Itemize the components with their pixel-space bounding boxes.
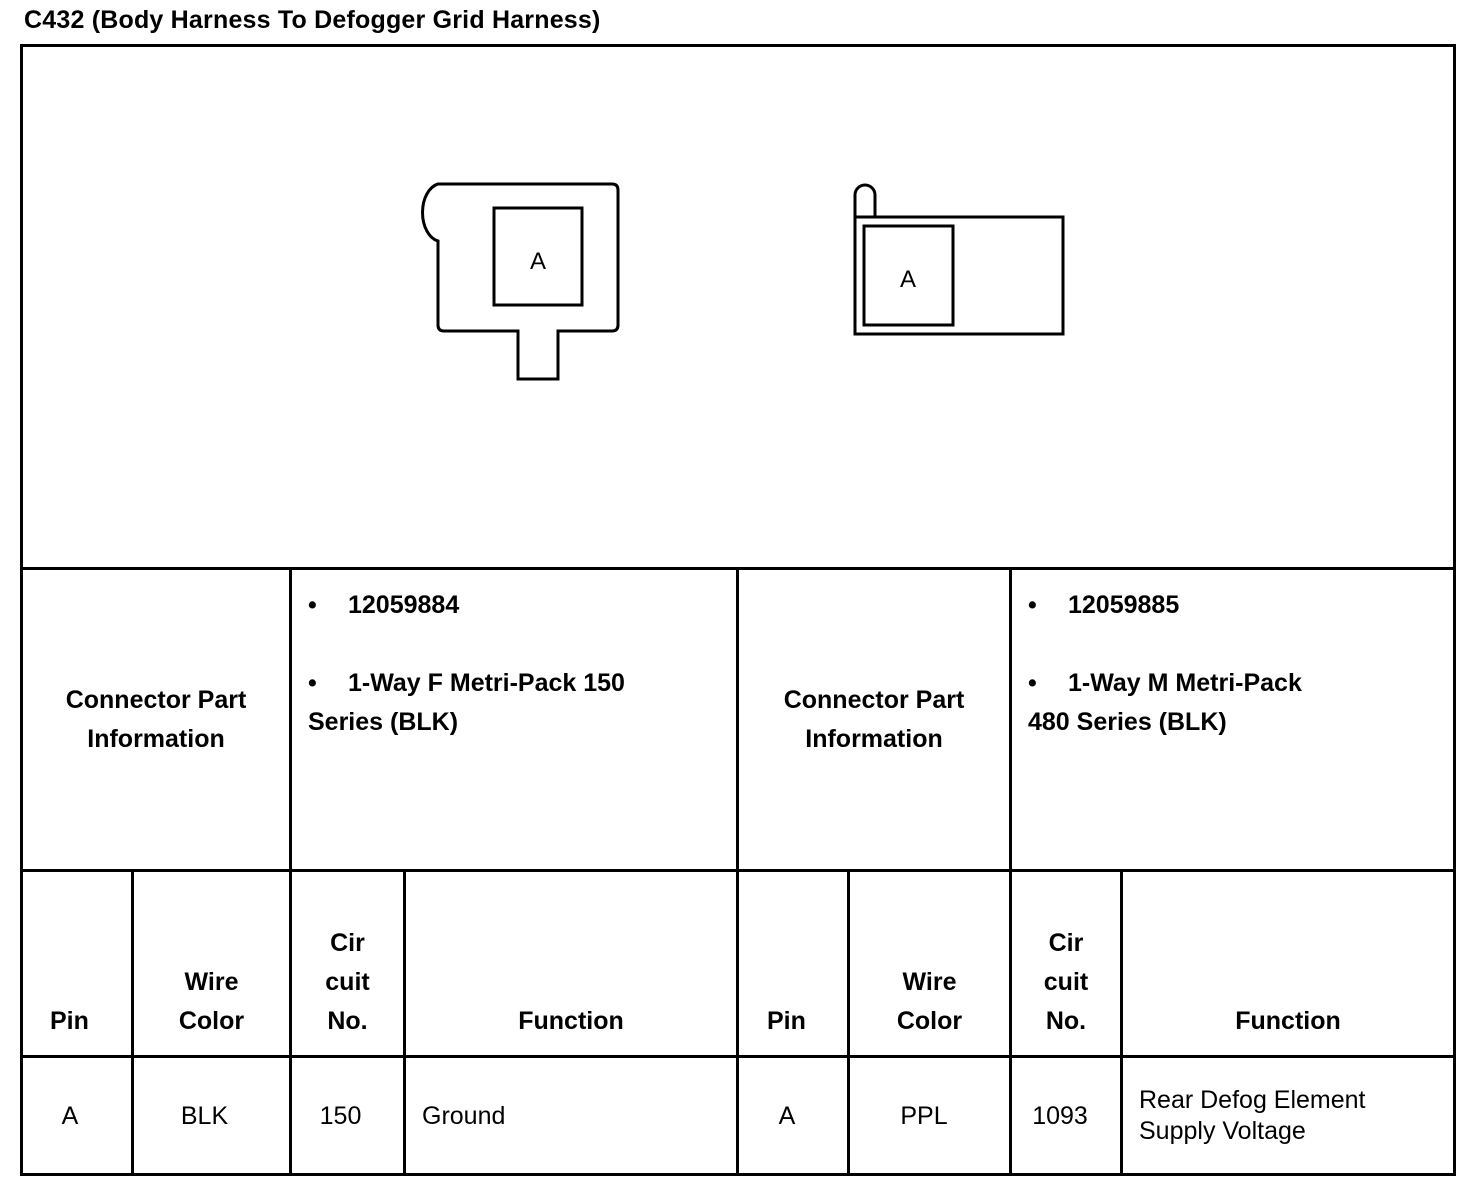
connector-diagram-area xyxy=(23,47,1453,570)
header-pin-right: Pin xyxy=(767,1007,806,1035)
bullet-icon: • xyxy=(1028,591,1037,619)
cell-pin-right: A xyxy=(778,1101,796,1130)
bullet-icon: • xyxy=(1028,669,1037,697)
part-number: 12059884 xyxy=(348,591,460,619)
female-connector-face xyxy=(423,184,618,379)
cell-circuit-left: 150 xyxy=(319,1101,362,1130)
header-wire-color-left: Wire Color xyxy=(178,968,245,1035)
connector-info-label-right xyxy=(739,570,1009,869)
info-label-line: Connector Part xyxy=(783,685,965,714)
header-circuit-right: Cir cuit No. xyxy=(1043,929,1089,1035)
page-title: C432 (Body Harness To Defogger Grid Harness) xyxy=(24,6,601,34)
connector-description: 1-Way F Metri-Pack 150 xyxy=(348,669,625,697)
info-label-line: Information xyxy=(805,724,943,753)
male-connector-face xyxy=(855,185,1063,334)
connector-drawings xyxy=(23,47,1453,570)
header-pin-left: Pin xyxy=(50,1007,89,1035)
connector-table xyxy=(20,44,1456,1176)
info-label-line: Information xyxy=(87,724,225,753)
cell-function-right: Rear Defog Element Supply Voltage xyxy=(1139,1085,1366,1145)
female-cavity-label: A xyxy=(529,248,547,275)
connector-description-cont: Series (BLK) xyxy=(308,708,459,736)
info-label-line: Connector Part xyxy=(65,685,247,714)
male-cavity-label: A xyxy=(899,266,917,293)
connector-info-label-left xyxy=(23,570,289,869)
cell-circuit-right: 1093 xyxy=(1032,1101,1088,1130)
header-wire-color-right: Wire Color xyxy=(896,968,963,1035)
cell-pin-left: A xyxy=(61,1101,79,1130)
header-function-left: Function xyxy=(518,1007,624,1035)
connector-info-details-right xyxy=(1012,570,1453,869)
connector-description-cont: 480 Series (BLK) xyxy=(1028,708,1227,736)
bullet-icon: • xyxy=(308,669,317,697)
header-circuit-left: Cir cuit No. xyxy=(325,929,370,1035)
bullet-icon: • xyxy=(308,591,317,619)
header-function-right: Function xyxy=(1235,1007,1341,1035)
cell-wire-color-right: PPL xyxy=(900,1101,948,1130)
connector-info-details-left xyxy=(292,570,736,869)
cell-wire-color-left: BLK xyxy=(180,1101,229,1130)
cell-function-left: Ground xyxy=(422,1101,506,1130)
part-number: 12059885 xyxy=(1068,591,1180,619)
connector-description: 1-Way M Metri-Pack xyxy=(1068,669,1302,697)
